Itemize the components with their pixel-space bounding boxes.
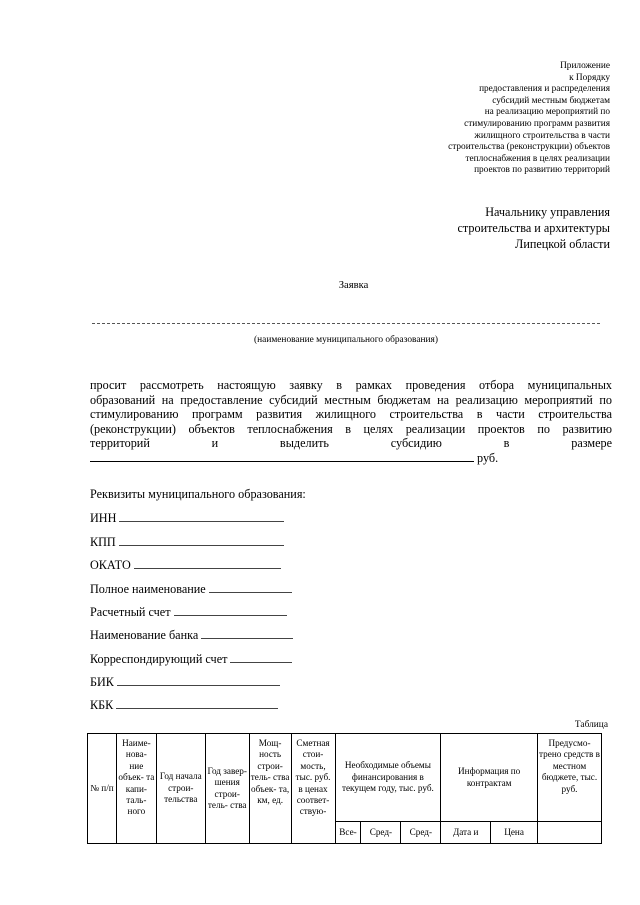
full-name-field[interactable]	[209, 583, 292, 593]
header-object-name: Наиме- нова- ние объек- та капи- таль- ного	[116, 734, 156, 844]
requisite-label: Полное наименование	[90, 582, 206, 596]
header-start-year: Год начала строи- тельства	[156, 734, 205, 844]
municipality-name-caption: (наименование муниципального образования)	[254, 335, 438, 345]
bik-field[interactable]	[117, 676, 280, 686]
requisite-label: ОКАТО	[90, 558, 131, 572]
requisite-bik	[90, 675, 280, 690]
amount-blank-short[interactable]	[90, 451, 132, 462]
paragraph-line: (реконструкции) объектов теплоснабжения в целях реализации проектов по развитию	[90, 421, 612, 436]
header-planned-funds: Предусмо- трено средств в местном бюджете, тыс. руб.	[538, 734, 602, 822]
request-paragraph	[90, 378, 612, 466]
okato-field[interactable]	[134, 559, 281, 569]
requisite-kpp	[90, 535, 284, 550]
appendix-line: на реализацию мероприятий по	[484, 107, 610, 118]
document-title: Заявка	[338, 280, 369, 291]
requisite-label: Наименование банка	[90, 628, 199, 642]
subheader-funds-2: Сред-	[401, 822, 441, 844]
table-caption: Таблица	[574, 720, 608, 730]
paragraph-line: просит рассмотреть настоящую заявку в рамках проведения отбора муниципальных	[90, 378, 612, 392]
account-field[interactable]	[174, 606, 287, 616]
requisite-label: Корреспондирующий счет	[90, 652, 228, 666]
appendix-line: субсидий местным бюджетам	[492, 95, 610, 106]
header-end-year: Год завер- шения строи- тель- ства	[205, 734, 249, 844]
subsidy-table	[87, 733, 602, 844]
addressee	[350, 204, 610, 252]
requisites-title: Реквизиты муниципального образования:	[90, 487, 306, 501]
requisite-okato	[90, 558, 281, 573]
appendix-header	[350, 61, 610, 177]
subheader-contract-date: Дата и	[441, 822, 491, 844]
appendix-line: жилищного строительства в части	[474, 130, 610, 141]
paragraph-line: территорий и выделить субсидию в размере	[90, 436, 612, 451]
header-estimated-cost: Сметная стои- мость, тыс. руб. в ценах соответ- ствую-	[291, 734, 335, 844]
kpp-field[interactable]	[119, 536, 284, 546]
table-header-row	[88, 734, 602, 822]
paragraph-line: образований на предоставление субсидий местным бюджетам на реализацию мероприятий по	[90, 392, 612, 407]
header-funding-volumes: Необходимые объемы финансирования в текущем году, тыс. руб.	[335, 734, 441, 822]
header-capacity: Мощ- ность строи- тель- ства объек- та, км, ед.	[249, 734, 291, 844]
requisite-label: Расчетный счет	[90, 605, 171, 619]
appendix-line: стимулированию программ развития	[464, 118, 610, 129]
inn-field[interactable]	[119, 512, 284, 522]
requisite-label: КБК	[90, 698, 114, 712]
amount-field[interactable]	[132, 451, 474, 462]
addressee-line: строительства и архитектуры	[457, 221, 610, 235]
requisite-bank-name	[90, 628, 293, 643]
requisite-full-name	[90, 582, 292, 597]
appendix-line: проектов по развитию территорий	[474, 165, 610, 176]
corr-account-field[interactable]	[230, 653, 292, 663]
appendix-line: строительства (реконструкции) объектов	[448, 142, 610, 153]
subheader-contract-price: Цена	[491, 822, 538, 844]
header-num: № п/п	[88, 734, 117, 844]
bank-name-field[interactable]	[201, 629, 293, 639]
kbk-field[interactable]	[116, 699, 278, 709]
subheader-total: Все-	[335, 822, 361, 844]
requisite-account	[90, 605, 287, 620]
requisite-label: БИК	[90, 675, 114, 689]
requisite-label: ИНН	[90, 511, 117, 525]
appendix-line: предоставления и распределения	[479, 84, 610, 95]
municipality-name-field[interactable]	[92, 323, 600, 324]
requisite-kbk	[90, 698, 278, 713]
amount-line	[90, 451, 612, 466]
subheader-empty	[538, 822, 602, 844]
addressee-line: Начальнику управления	[485, 205, 610, 219]
currency-label: руб.	[477, 450, 499, 465]
addressee-line: Липецкой области	[515, 237, 610, 251]
header-contracts: Информация по контрактам	[441, 734, 538, 822]
requisite-label: КПП	[90, 535, 116, 549]
appendix-line: Приложение	[560, 61, 610, 71]
appendix-line: теплоснабжения в целях реализации	[465, 153, 610, 164]
requisite-inn	[90, 511, 284, 526]
appendix-line: к Порядку	[569, 72, 610, 83]
requisite-corr-account	[90, 652, 292, 667]
paragraph-line: стимулированию программ развития жилищного строительства в части строительства	[90, 407, 612, 422]
subheader-funds-1: Сред-	[361, 822, 401, 844]
